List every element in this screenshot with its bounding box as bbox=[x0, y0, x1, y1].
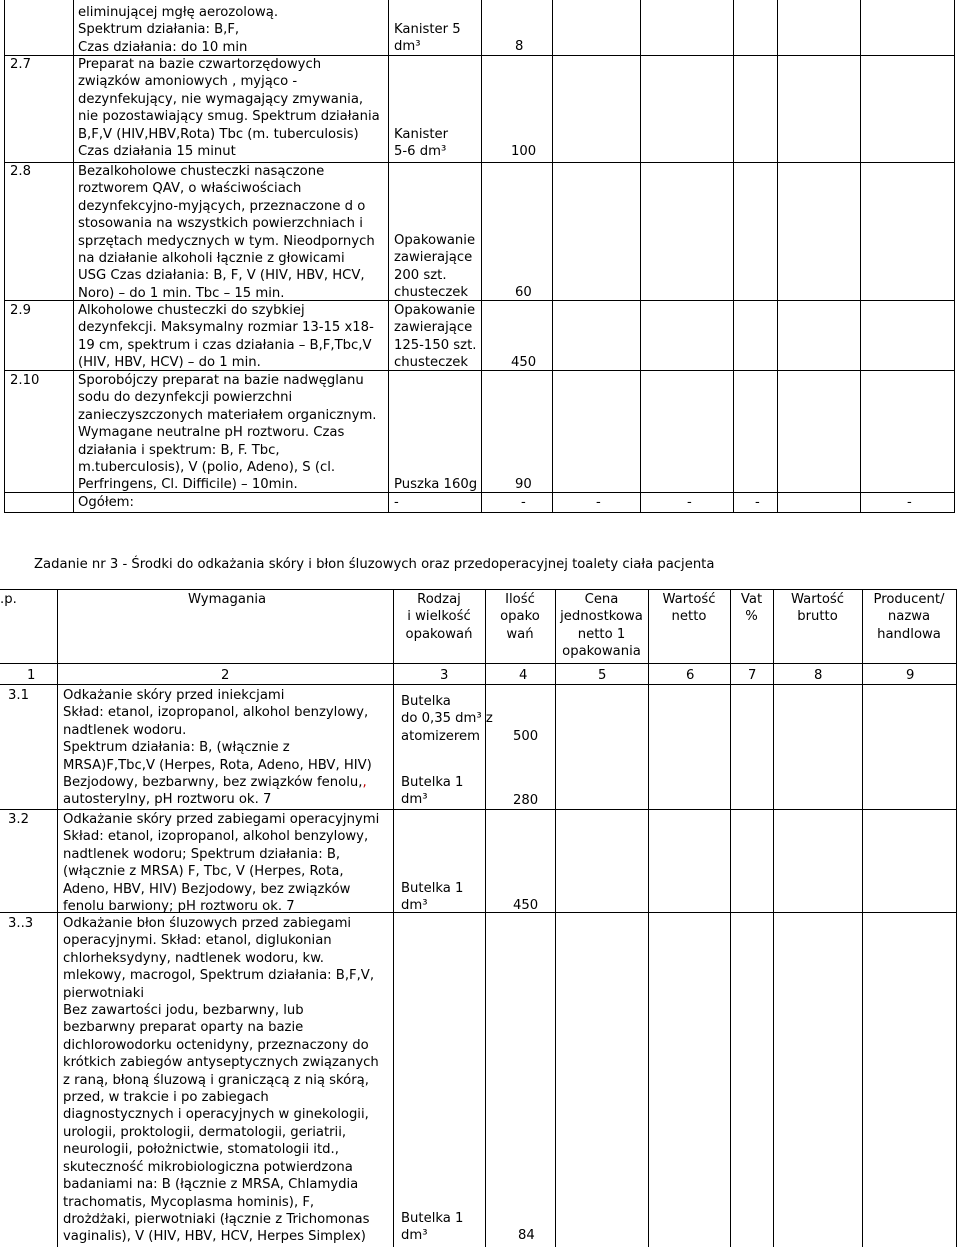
table-row: eliminującej mgłę aerozolową. Spektrum działania: B,F, Czas działania: do 10 min bbox=[78, 5, 279, 55]
quantity-cell: 450 bbox=[511, 355, 537, 370]
quantity-cell: 84 bbox=[518, 1228, 535, 1243]
total-label: Ogółem: bbox=[78, 495, 134, 510]
quantity-cell: 100 bbox=[511, 144, 537, 159]
package-cell: Puszka 160g bbox=[394, 477, 478, 492]
row-number: 3.2 bbox=[8, 812, 29, 827]
total-dash: - bbox=[687, 495, 692, 510]
section-title: Zadanie nr 3 - Środki do odkażania skóry i błon śluzowych oraz przedoperacyjnej toalety ciała pacjenta bbox=[34, 557, 715, 572]
row-number: 2.9 bbox=[10, 303, 31, 318]
package-cell: Opakowanie zawierające 125-150 szt. chusteczek bbox=[394, 303, 477, 371]
package-cell: Butelka 1 dm³ bbox=[401, 1211, 464, 1244]
package-cell: Butelka do 0,35 dm³ z atomizerem bbox=[401, 694, 493, 744]
quantity-cell: 60 bbox=[515, 285, 532, 300]
col-number: 5 bbox=[598, 668, 607, 683]
header-net-value: Wartość netto bbox=[662, 592, 716, 625]
package-cell: Butelka 1 dm³ bbox=[401, 775, 464, 808]
total-dash: - bbox=[521, 495, 526, 510]
row-number: 2.7 bbox=[10, 57, 31, 72]
header-producer: Producent/ nazwa handlowa bbox=[873, 592, 945, 642]
col-number: 7 bbox=[748, 668, 757, 683]
row-number: 3.1 bbox=[8, 688, 29, 703]
total-dash: - bbox=[596, 495, 601, 510]
header-lp: .p. bbox=[0, 592, 17, 607]
row-number: 2.10 bbox=[10, 373, 40, 388]
table-row: Odkażanie skóry przed iniekcjami Skład: etanol, izopropanol, alkohol benzylowy, nadtlenek wodoru. Spektrum działania: B, (włącznie z MRSA)F,Tbc,V (Herpes, Rota, Adeno, HBV, HIV) Bezjodowy, bezbarwny, bez związków fenolu,, autosterylny, pH roztworu ok. 7 bbox=[63, 688, 372, 808]
header-vat: Vat % bbox=[740, 592, 763, 625]
col-number: 8 bbox=[814, 668, 823, 683]
quantity-cell: 280 bbox=[513, 793, 539, 808]
table-row: Preparat na bazie czwartorzędowych związków amoniowych , myjąco - dezynfekujący, nie wymagający zmywania, nie pozostawiający smug. Spektrum działania B,F,V (HIV,HBV,Rota) Tbc (m. tuberculosis) Czas działania 15 minut bbox=[78, 57, 380, 160]
col-number: 3 bbox=[440, 668, 449, 683]
package-cell: Kanister 5-6 dm³ bbox=[394, 127, 449, 160]
quantity-cell: 8 bbox=[515, 39, 524, 54]
header-gross-value: Wartość brutto bbox=[790, 592, 845, 625]
header-requirements: Wymagania bbox=[188, 592, 267, 607]
col-number: 1 bbox=[27, 668, 36, 683]
package-cell: Opakowanie zawierające 200 szt. chusteczek bbox=[394, 233, 476, 301]
header-package: Rodzaj i wielkość opakowań bbox=[405, 592, 473, 642]
table-row: Alkoholowe chusteczki do szybkiej dezynfekcji. Maksymalny rozmiar 13-15 x18- 19 cm, spektrum i czas działania – B,F,Tbc,V (HIV, HBV, HCV) – do 1 min. bbox=[78, 303, 374, 371]
table-row: Sporobójczy preparat na bazie nadwęglanu sodu do dezynfekcji powierzchni zanieczyszczonych materiałem organicznym. Wymagane neutralne pH roztworu. Czas działania i spektrum: B, F. Tbc, m.tuberculosis), V (polio, Adeno), S (cl. Perfringens, Cl. Difficile) – 10min. bbox=[78, 373, 377, 493]
package-cell: Kanister 5 dm³ bbox=[394, 22, 461, 55]
table-row: Odkażanie błon śluzowych przed zabiegami operacyjnymi. Skład: etanol, diglukonian chlorheksydyny, nadtlenek wodoru, kw. mlekowy, macrogol, Spektrum działania: B,F,V, pierwotniaki Bez zawartości jodu, bezbarwny, lub bezbarwny preparat oparty na bazie dichlorowodorku octenidyny, przeznaczony do krótkich zabiegów antyseptycznych związanych z raną, błoną śluzową i graniczącą z nią skórą, przed, w trakcie i po zabiegach diagnostycznych i operacyjnych w ginekologii, urologii, proktologii, dermatologii, geriatrii, neurologii, położnictwie, stomatologii itd., skuteczność mikrobiologiczna potwierdzona badaniami na: B (łącznie z MRSA, Chlamydia trachomatis, Mycoplasma hominis), F, drożdżaki, pierwotniaki (łącznie z Trichomonas vaginalis), V (HIV, HBV, HCV, Herpes Simplex) bbox=[63, 916, 379, 1245]
row-number: 3..3 bbox=[8, 916, 34, 931]
quantity-cell: 500 bbox=[513, 729, 539, 744]
col-number: 4 bbox=[519, 668, 528, 683]
header-unit-price: Cena jednostkowa netto 1 opakowania bbox=[560, 592, 643, 660]
col-number: 6 bbox=[686, 668, 695, 683]
table-row: Odkażanie skóry przed zabiegami operacyjnymi Skład: etanol, izopropanol, alkohol benzylowy, nadtlenek wodoru; Spektrum działania: B, (włącznie z MRSA) F, Tbc, V (Herpes, Rota, Adeno, HBV, HIV) Bezjodowy, bez związków fenolu barwiony; pH roztworu ok. 7 bbox=[63, 812, 380, 915]
col-number: 2 bbox=[221, 668, 230, 683]
red-comma: , bbox=[362, 775, 367, 791]
table-row: Bezalkoholowe chusteczki nasączone roztworem QAV, o właściwościach dezynfekcyjno-myjących, przeznaczone d o stosowania na wszystkich powierzchniach i sprzętach medycznych w tym. Nieodpornych na działanie alkoholi łącznie z głowicami USG Czas działania: B, F, V (HIV, HBV, HCV, Noro) – do 1 min. Tbc – 15 min. bbox=[78, 164, 375, 301]
col-number: 9 bbox=[906, 668, 915, 683]
package-cell: Butelka 1 dm³ bbox=[401, 881, 464, 914]
row-number: 2.8 bbox=[10, 164, 31, 179]
quantity-cell: 90 bbox=[515, 477, 532, 492]
total-dash: - bbox=[755, 495, 760, 510]
total-dash: - bbox=[907, 495, 912, 510]
header-quantity: Ilość opako wań bbox=[500, 592, 540, 642]
total-dash: - bbox=[394, 495, 399, 510]
quantity-cell: 450 bbox=[513, 898, 539, 913]
